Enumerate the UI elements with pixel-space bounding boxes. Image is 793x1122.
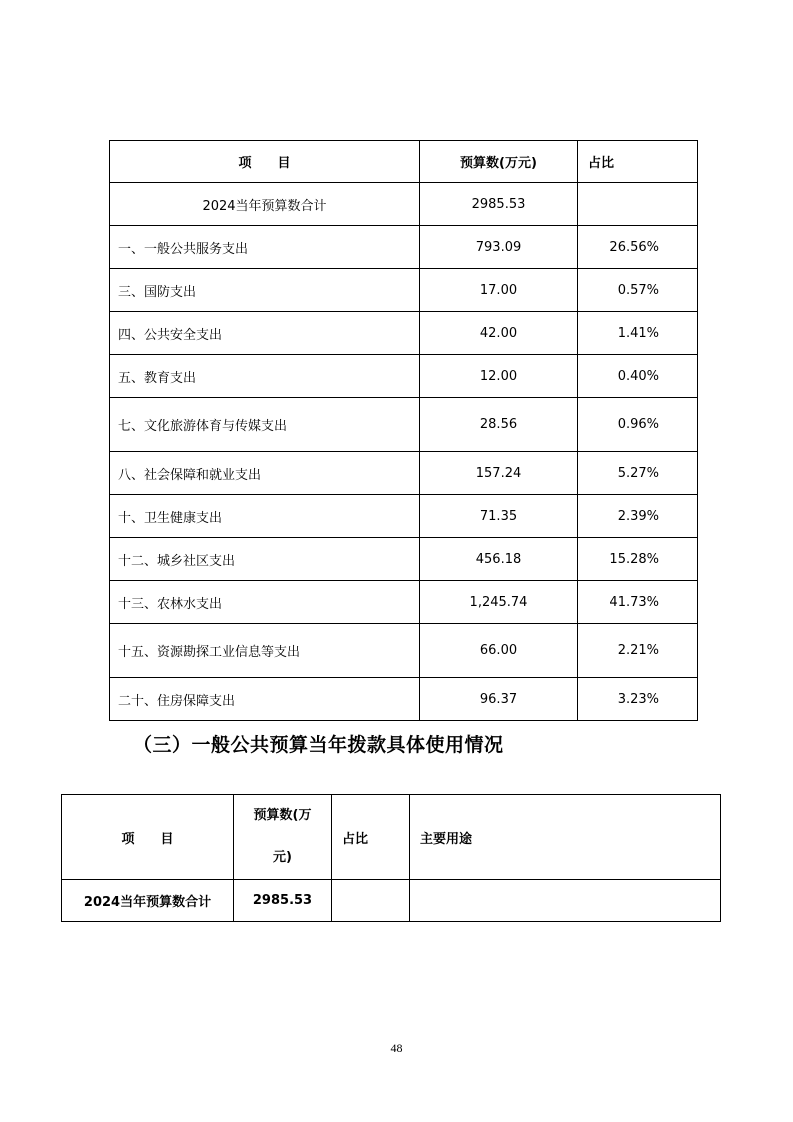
total-share <box>578 183 698 226</box>
row-item: 十五、资源勘探工业信息等支出 <box>110 624 420 678</box>
header-budget-line1: 预算数(万 <box>253 808 312 823</box>
table-row <box>110 312 698 355</box>
row-budget: 71.35 <box>420 495 578 538</box>
row-share: 2.21% <box>578 624 698 678</box>
usage-detail-table <box>61 794 721 922</box>
row-budget: 456.18 <box>420 538 578 581</box>
row-budget: 1,245.74 <box>420 581 578 624</box>
row-share: 5.27% <box>578 452 698 495</box>
row-share: 0.40% <box>578 355 698 398</box>
row-item: 三、国防支出 <box>110 269 420 312</box>
table-row <box>110 452 698 495</box>
table-row <box>110 269 698 312</box>
row-item: 二十、住房保障支出 <box>110 678 420 721</box>
table-row <box>110 581 698 624</box>
header-purpose: 主要用途 <box>410 795 721 880</box>
row-item: 十、卫生健康支出 <box>110 495 420 538</box>
row-share: 0.96% <box>578 398 698 452</box>
table-header-row <box>62 795 721 880</box>
table-row <box>110 624 698 678</box>
table-header-row <box>110 141 698 183</box>
row-share: 26.56% <box>578 226 698 269</box>
row-budget: 42.00 <box>420 312 578 355</box>
row-share: 1.41% <box>578 312 698 355</box>
row-budget: 157.24 <box>420 452 578 495</box>
row-share: 2.39% <box>578 495 698 538</box>
row-budget: 12.00 <box>420 355 578 398</box>
row-item: 四、公共安全支出 <box>110 312 420 355</box>
header-item: 项 目 <box>110 141 420 183</box>
row-item: 五、教育支出 <box>110 355 420 398</box>
row-item: 七、文化旅游体育与传媒支出 <box>110 398 420 452</box>
section-heading: （三）一般公共预算当年拨款具体使用情况 <box>133 734 504 756</box>
row-share: 0.57% <box>578 269 698 312</box>
header-budget-line2: 元) <box>273 850 292 865</box>
total-share <box>332 880 410 922</box>
row-item: 十二、城乡社区支出 <box>110 538 420 581</box>
total-budget: 2985.53 <box>420 183 578 226</box>
row-item: 十三、农林水支出 <box>110 581 420 624</box>
header-share: 占比 <box>332 795 410 880</box>
row-budget: 96.37 <box>420 678 578 721</box>
row-budget: 28.56 <box>420 398 578 452</box>
budget-expenditure-table <box>109 140 698 721</box>
total-item: 2024当年预算数合计 <box>62 880 234 922</box>
row-item: 八、社会保障和就业支出 <box>110 452 420 495</box>
page-number: 48 <box>390 1041 403 1055</box>
total-item: 2024当年预算数合计 <box>110 183 420 226</box>
row-share: 3.23% <box>578 678 698 721</box>
row-share: 41.73% <box>578 581 698 624</box>
row-item: 一、一般公共服务支出 <box>110 226 420 269</box>
total-row <box>62 880 721 922</box>
header-budget <box>234 795 332 880</box>
header-budget: 预算数(万元) <box>420 141 578 183</box>
header-item: 项 目 <box>62 795 234 880</box>
total-budget: 2985.53 <box>234 880 332 922</box>
table-row <box>110 678 698 721</box>
table-row <box>110 538 698 581</box>
row-share: 15.28% <box>578 538 698 581</box>
row-budget: 66.00 <box>420 624 578 678</box>
total-row <box>110 183 698 226</box>
table-row <box>110 355 698 398</box>
row-budget: 793.09 <box>420 226 578 269</box>
table-row <box>110 226 698 269</box>
total-purpose <box>410 880 721 922</box>
table-row <box>110 495 698 538</box>
table-row <box>110 398 698 452</box>
header-share: 占比 <box>578 141 698 183</box>
row-budget: 17.00 <box>420 269 578 312</box>
